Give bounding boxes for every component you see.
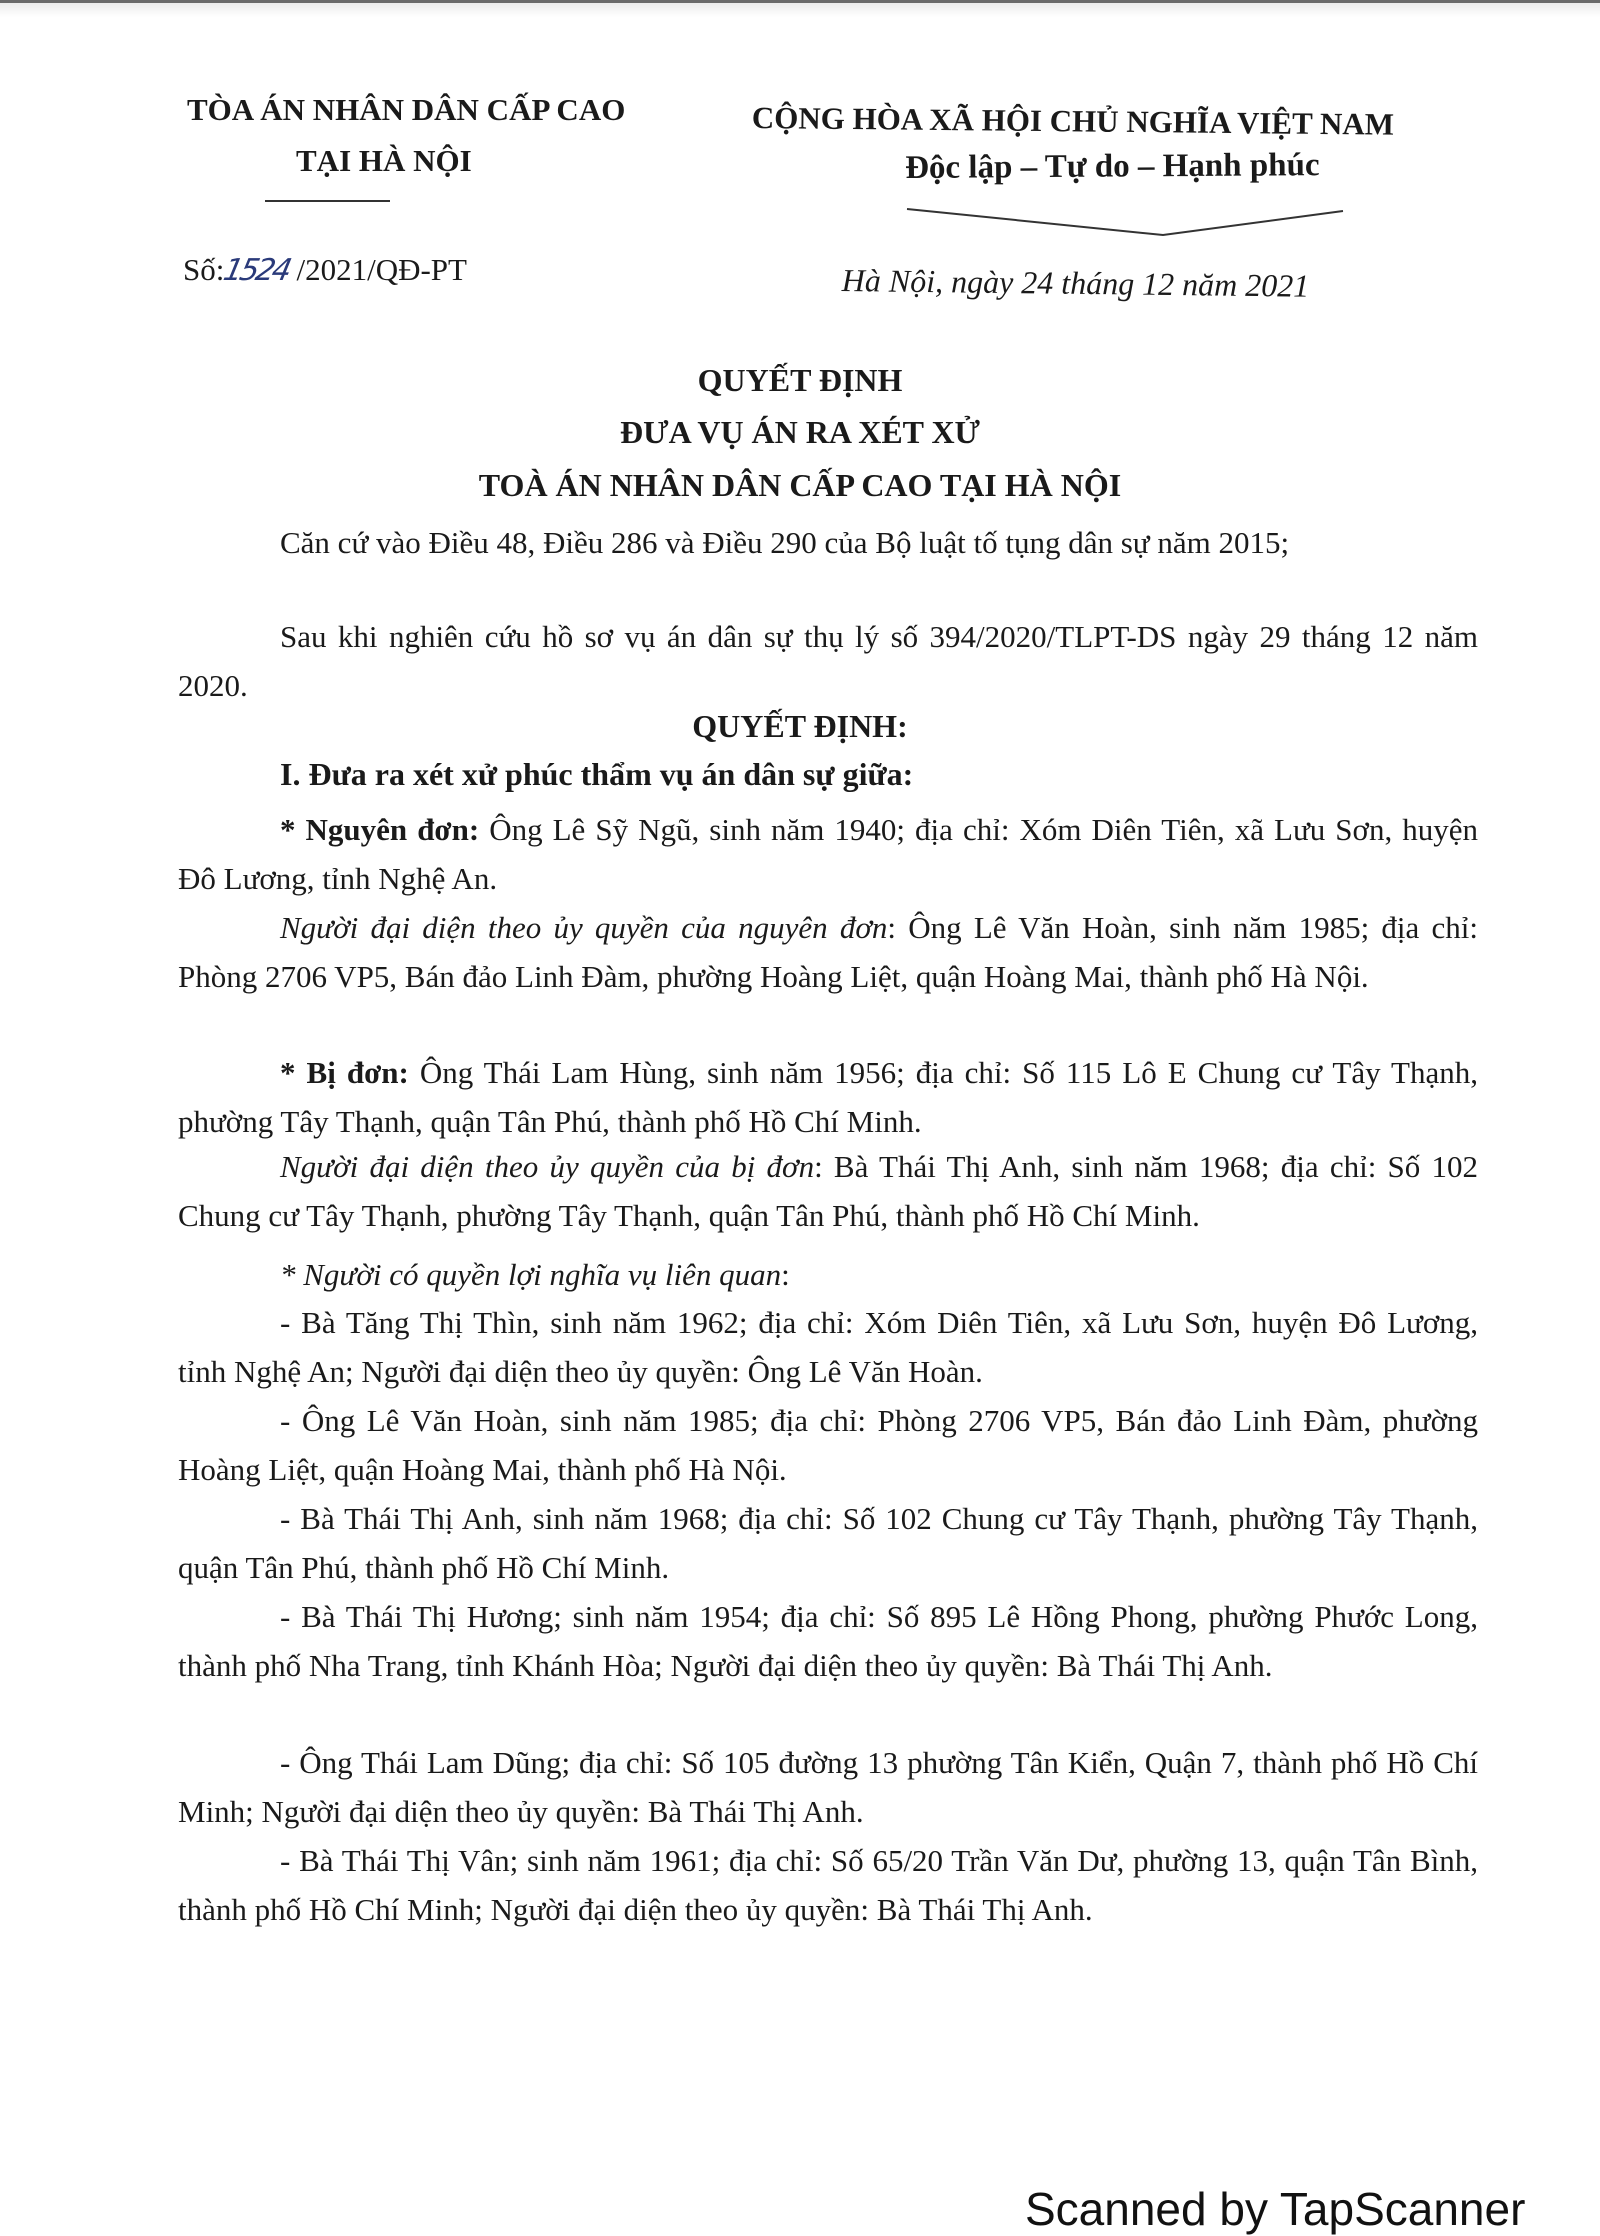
scanner-watermark: Scanned by TapScanner [1025,2183,1526,2235]
document-number-prefix: Số: [183,252,225,287]
defendant-representative-paragraph [178,1142,1478,1240]
related-party-item: - Ông Lê Văn Hoàn, sinh năm 1985; địa chỉ: Phòng 2706 VP5, Bán đảo Linh Đàm, phường Hoàng Liệt, quận Hoàng Mai, thành phố Hà Nội. [178,1403,1478,1487]
related-party-item: - Bà Thái Thị Vân; sinh năm 1961; địa chỉ: Số 65/20 Trần Văn Dư, phường 13, quận Tân Bình, thành phố Hồ Chí Minh; Người đại diện theo ủy quyền: Bà Thái Thị Anh. [178,1843,1478,1927]
plaintiff-representative-label: Người đại diện theo ủy quyền của nguyên đơn [280,910,888,945]
related-party-item: - Bà Thái Thị Anh, sinh năm 1968; địa chỉ: Số 102 Chung cư Tây Thạnh, phường Tây Thạnh, quận Tân Phú, thành phố Hồ Chí Minh. [178,1501,1478,1585]
decision-heading: QUYẾT ĐỊNH: [692,708,908,744]
title-decision: QUYẾT ĐỊNH [697,362,903,398]
scan-top-shadow [0,3,1600,17]
motto-underline [905,205,1345,239]
related-party-item: - Bà Tăng Thị Thìn, sinh năm 1962; địa chỉ: Xóm Diên Tiên, xã Lưu Sơn, huyện Đô Lương, tỉnh Nghệ An; Người đại diện theo ủy quyền: Ông Lê Văn Hoàn. [178,1305,1478,1389]
related-party-item: - Bà Thái Thị Hương; sinh năm 1954; địa chỉ: Số 895 Lê Hồng Phong, phường Phước Long, thành phố Nha Trang, tỉnh Khánh Hòa; Người đại diện theo ủy quyền: Bà Thái Thị Anh. [178,1599,1478,1683]
plaintiff-label: * Nguyên đơn: [280,812,480,847]
defendant-details: Ông Thái Lam Hùng, sinh năm 1956; địa chỉ: Số 115 Lô E Chung cư Tây Thạnh, phường Tây Thạnh, quận Tân Phú, thành phố Hồ Chí Minh. [178,1055,1478,1139]
related-parties-label: * Người có quyền lợi nghĩa vụ liên quan [280,1257,782,1292]
court-name-line2: TẠI HÀ NỘI [296,143,472,178]
preamble-case-review: Sau khi nghiên cứu hồ sơ vụ án dân sự thụ lý số 394/2020/TLPT-DS ngày 29 tháng 12 năm 2020. [178,619,1478,703]
preamble-legal-basis: Căn cứ vào Điều 48, Điều 286 và Điều 290 của Bộ luật tố tụng dân sự năm 2015; [280,525,1290,560]
plaintiff-paragraph [178,805,1478,903]
defendant-representative-label: Người đại diện theo ủy quyền của bị đơn [280,1149,815,1184]
court-name-underline [265,200,390,202]
defendant-label: * Bị đơn: [280,1055,409,1090]
plaintiff-representative-details: : Ông Lê Văn Hoàn, sinh năm 1985; địa chỉ: Phòng 2706 VP5, Bán đảo Linh Đàm, phường Hoàng Liệt, quận Hoàng Mai, thành phố Hà Nội. [178,910,1478,994]
handwritten-number: 1524 [220,253,293,288]
related-parties-colon: : [781,1257,790,1292]
national-motto: Độc lập – Tự do – Hạnh phúc [905,147,1320,186]
country-name: CỘNG HÒA XÃ HỘI CHỦ NGHĨA VIỆT NAM [751,100,1395,142]
related-parties-heading [178,1250,1478,1299]
place-and-date: Hà Nội, ngày 24 tháng 12 năm 2021 [841,262,1310,304]
plaintiff-representative-paragraph [178,903,1478,1001]
related-party-item: - Ông Thái Lam Dũng; địa chỉ: Số 105 đường 13 phường Tân Kiển, Quận 7, thành phố Hồ Chí Minh; Người đại diện theo ủy quyền: Bà Thái Thị Anh. [178,1745,1478,1829]
court-name-line1: TÒA ÁN NHÂN DÂN CẤP CAO [187,92,626,127]
plaintiff-details: Ông Lê Sỹ Ngũ, sinh năm 1940; địa chỉ: Xóm Diên Tiên, xã Lưu Sơn, huyện Đô Lương, tỉnh Nghệ An. [178,812,1478,896]
document-number [183,252,467,288]
defendant-paragraph [178,1048,1478,1146]
document-number-suffix: /2021/QĐ-PT [296,252,467,287]
section-i-heading: I. Đưa ra xét xử phúc thẩm vụ án dân sự giữa: [280,756,914,792]
defendant-representative-details: : Bà Thái Thị Anh, sinh năm 1968; địa chỉ: Số 102 Chung cư Tây Thạnh, phường Tây Thạnh, quận Tân Phú, thành phố Hồ Chí Minh. [178,1149,1478,1233]
title-court: TOÀ ÁN NHÂN DÂN CẤP CAO TẠI HÀ NỘI [478,467,1122,503]
title-subject: ĐƯA VỤ ÁN RA XÉT XỬ [619,414,981,450]
